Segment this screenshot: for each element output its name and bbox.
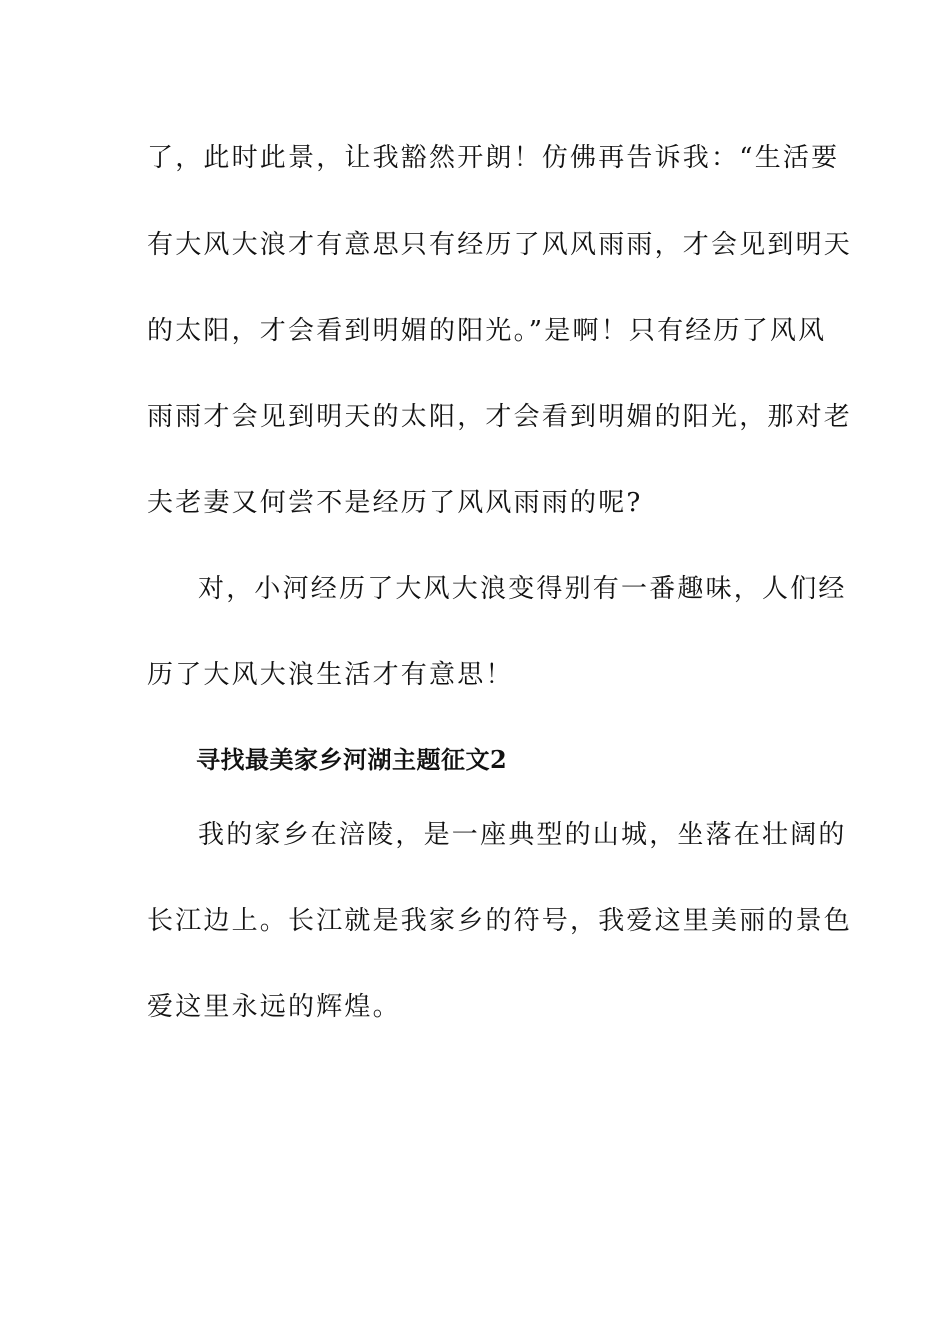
paragraph-2-line-1: 对，小河经历了大风大浪变得别有一番趣味，人们经 bbox=[198, 574, 847, 604]
paragraph-3-line-2: 长江边上。长江就是我家乡的符号，我爱这里美丽的景色 bbox=[147, 906, 853, 936]
paragraph-1-line-1: 了，此时此景，让我豁然开朗！仿佛再告诉我：“生活要 bbox=[147, 143, 840, 173]
paragraph-3-line-3: 爱这里永远的辉煌。 bbox=[147, 992, 401, 1022]
section-heading: 寻找最美家乡河湖主题征文2 bbox=[196, 745, 508, 774]
paragraph-2-line-2: 历了大风大浪生活才有意思！ bbox=[147, 660, 514, 690]
paragraph-1-line-5: 夫老妻又何尝不是经历了风风雨雨的呢? bbox=[147, 488, 643, 518]
paragraph-1-line-2: 有大风大浪才有意思只有经历了风风雨雨，才会见到明天 bbox=[147, 230, 853, 260]
paragraph-3-line-1: 我的家乡在涪陵，是一座典型的山城，坐落在壮阔的 bbox=[198, 820, 847, 850]
paragraph-1-line-3: 的太阳，才会看到明媚的阳光。”是啊！只有经历了风风 bbox=[147, 316, 827, 346]
paragraph-1-line-4: 雨雨才会见到明天的太阳，才会看到明媚的阳光，那对老 bbox=[147, 402, 853, 432]
